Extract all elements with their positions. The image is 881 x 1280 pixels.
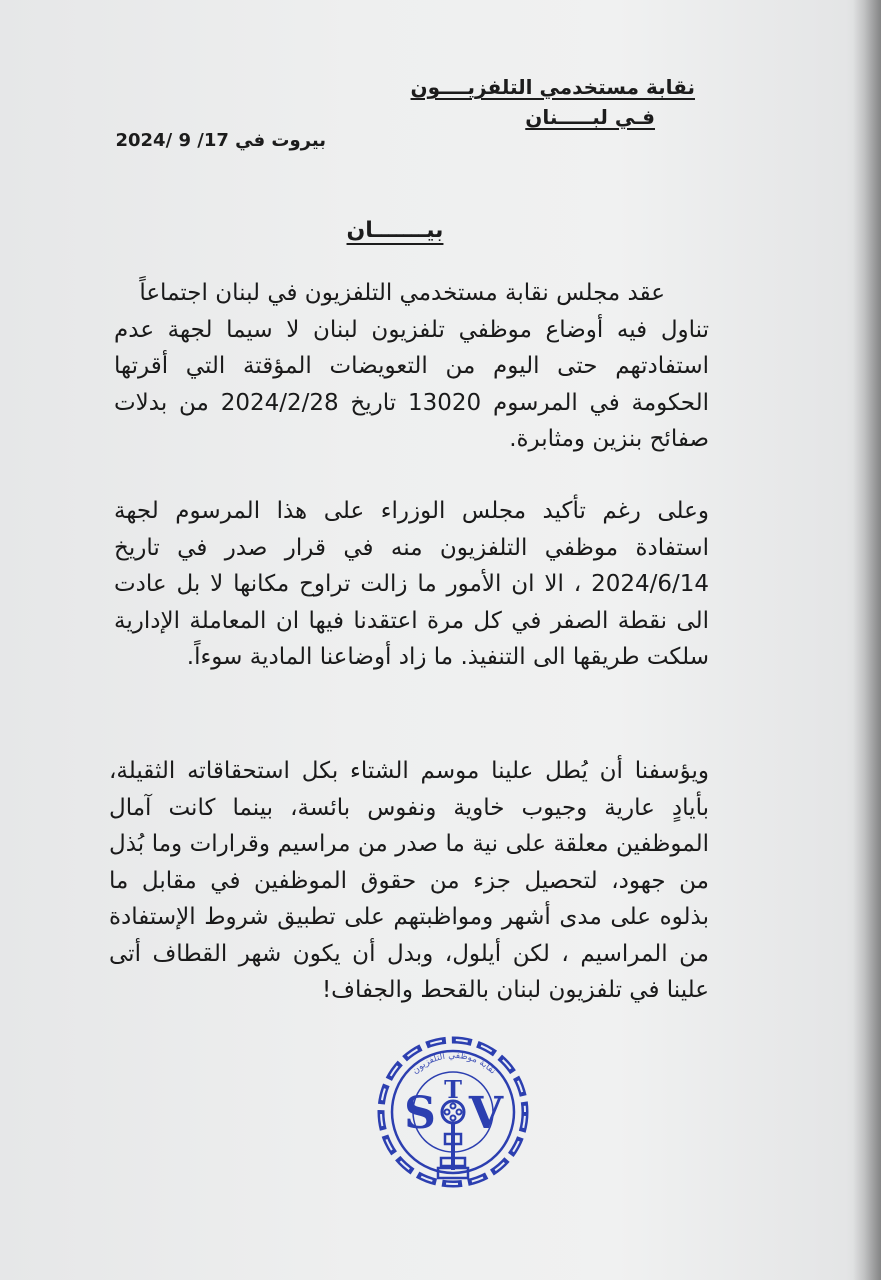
paragraph-1-body: تناول فيه أوضاع موظفي تلفزيون لبنان لا سيما لجهة عدم استفادتهم حتى اليوم من التعويضات المؤقتة التي أقرتها الحكومة في المرسوم 13020 تاريخ 2024/2/28 من بدلات صفائح بنزين ومثابرة.	[114, 316, 710, 452]
paragraph-1-first-line: عقد مجلس نقابة مستخدمي التلفزيون في لبنان اجتماعاً	[139, 280, 665, 306]
letterhead-line-1: نقابة مستخدمي التلفزيــــون	[410, 75, 695, 99]
paragraph-1	[114, 275, 709, 458]
stamp-seal-icon	[362, 1030, 544, 1202]
union-stamp	[362, 1030, 544, 1202]
document-date: بيروت في 17/ 9 /2024	[115, 130, 326, 151]
paragraph-2: وعلى رغم تأكيد مجلس الوزراء على هذا المرسوم لجهة استفادة موظفي التلفزيون منه في قرار صدر في تاريخ 2024/6/14 ، الا ان الأمور ما زالت تراوح مكانها لا بل عادت الى نقطة الصفر في كل مرة اعتقدنا فيها ان المعاملة الإدارية سلكت طريقها الى التنفيذ. ما زاد أوضاعنا المادية سوءاً.	[114, 498, 709, 670]
paragraph-3: ويؤسفنا أن يُطل علينا موسم الشتاء بكل استحقاقاته الثقيلة، بأيادٍ عارية وجيوب خاوية ونفوس بائسة، بينما كانت آمال الموظفين معلقة على نية ما صدر من مراسيم وقرارات وما بُذل من جهود، لتحصيل جزء من حقوق الموظفين في مقابل ما بذلوه على مدى أشهر ومواظبتهم على تطبيق شروط الإستفادة من المراسيم ، لكن أيلول، وبدل أن يكون شهر القطاف أتى علينا في تلفزيون لبنان بالقحط والجفاف!	[109, 758, 709, 1003]
stamp-letter-s: S	[404, 1088, 436, 1139]
stamp-ring-text: نقابة موظفي التلفزيون	[410, 1050, 498, 1077]
letterhead-line-2: فـي لبـــــنان	[525, 105, 655, 129]
document-title: بيـــــــان	[346, 218, 444, 243]
stamp-letter-v: V	[468, 1088, 504, 1139]
page-edge-shadow	[853, 0, 881, 1280]
letterhead	[395, 72, 695, 132]
stamp-letter-t: T	[444, 1075, 462, 1104]
